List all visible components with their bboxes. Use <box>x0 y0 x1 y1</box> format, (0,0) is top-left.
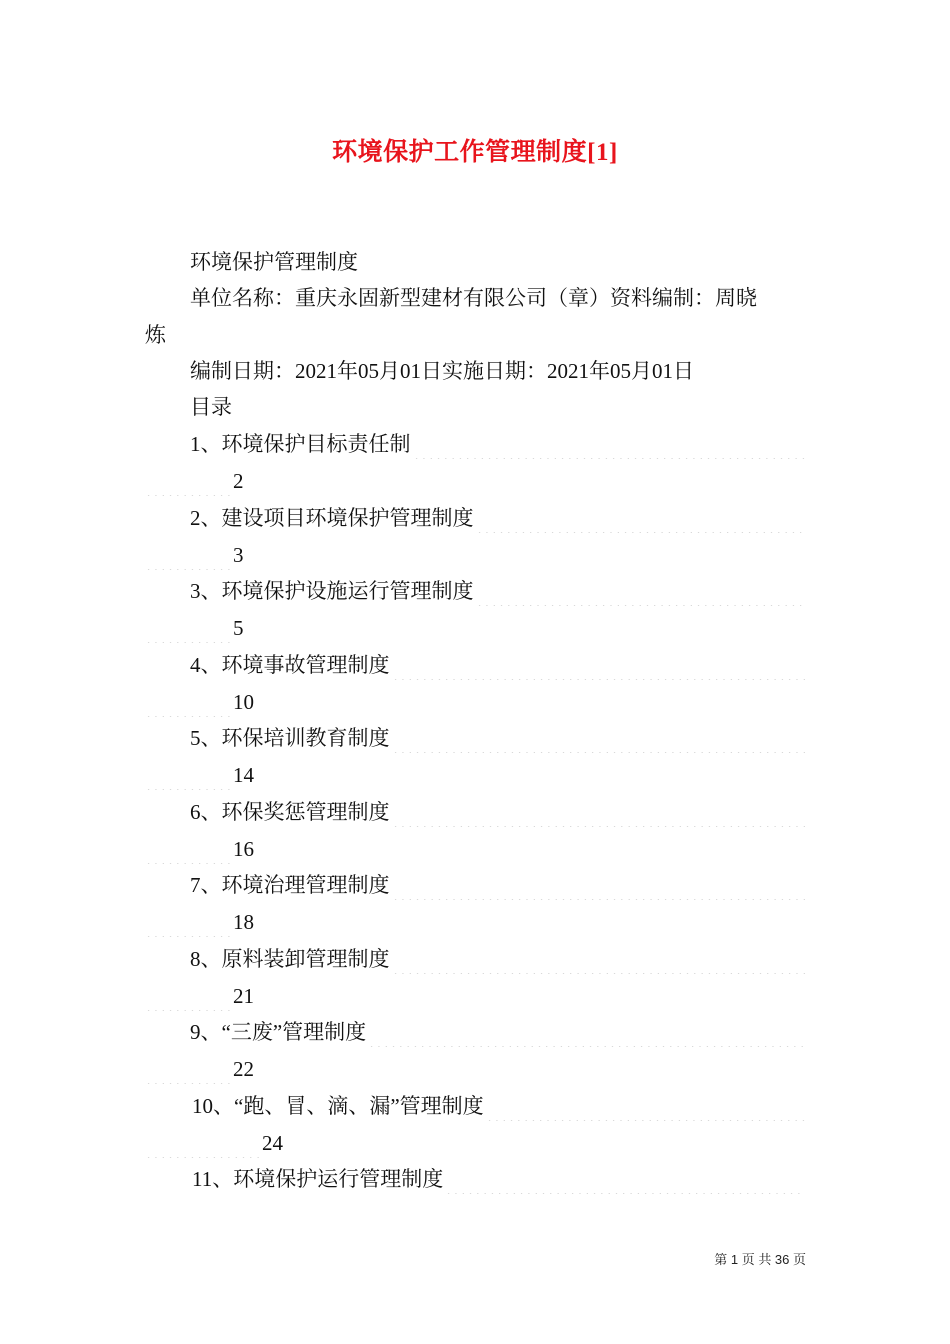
dot-leader <box>145 540 233 570</box>
toc-entry-page-line <box>145 760 805 790</box>
dot-leader <box>145 1128 262 1158</box>
dot-leader <box>145 907 233 937</box>
dot-leader <box>145 834 233 864</box>
toc-entry[interactable] <box>145 503 805 533</box>
toc-entry-page-line <box>145 981 805 1011</box>
toc-entry-page: 2 <box>233 469 244 493</box>
document-title: 环境保护工作管理制度[1] <box>332 139 618 166</box>
toc-entry-title: 10、“跑、冒、滴、漏”管理制度 <box>192 1093 484 1118</box>
date-line: 编制日期：2021年05月01日实施日期：2021年05月01日 <box>190 359 694 383</box>
toc-entry-page: 24 <box>262 1130 283 1155</box>
dot-leader <box>392 797 806 827</box>
toc-entry[interactable] <box>145 650 805 680</box>
dot-leader <box>145 466 233 496</box>
dot-leader <box>476 576 806 606</box>
toc-entry-page: 5 <box>233 616 244 640</box>
toc-entry-page: 3 <box>233 542 244 567</box>
toc-entry[interactable] <box>145 723 805 753</box>
page-footer: 第 1 页 共 36 页 <box>714 1252 806 1267</box>
dot-leader <box>145 613 233 643</box>
toc-entry[interactable] <box>145 576 805 606</box>
toc-entry-title: 7、环境治理管理制度 <box>190 873 390 897</box>
toc-entry-title: 5、环保培训教育制度 <box>190 726 390 750</box>
toc-entry-page: 22 <box>233 1057 254 1081</box>
dot-leader <box>392 870 806 900</box>
toc-entry-page-line <box>145 466 805 496</box>
toc-entry-page-line <box>145 907 805 937</box>
toc-entry-page-line <box>145 1128 805 1158</box>
toc-entry[interactable] <box>145 1017 805 1047</box>
dot-leader <box>145 687 233 717</box>
dot-leader <box>145 1054 233 1084</box>
dot-leader <box>445 1164 805 1194</box>
dot-leader <box>145 981 233 1011</box>
toc-entry[interactable] <box>145 797 805 827</box>
dot-leader <box>413 429 806 459</box>
toc-entry-page: 16 <box>233 836 254 861</box>
dot-leader <box>368 1017 805 1047</box>
toc-entry-page: 10 <box>233 689 254 714</box>
toc-entry-title: 3、环境保护设施运行管理制度 <box>190 579 474 603</box>
toc-entry[interactable] <box>145 1091 805 1121</box>
toc-entry-title: 2、建设项目环境保护管理制度 <box>190 505 474 530</box>
toc-label: 目录 <box>190 395 232 419</box>
toc-entry[interactable] <box>145 1164 805 1194</box>
dot-leader <box>392 944 806 974</box>
toc-entry-page-line <box>145 613 805 643</box>
toc-entry-page-line <box>145 1054 805 1084</box>
toc-entry-page: 18 <box>233 910 254 934</box>
toc-entry-title: 6、环保奖惩管理制度 <box>190 799 390 824</box>
heading: 环境保护管理制度 <box>190 250 358 274</box>
toc-entry-title: 9、“三废”管理制度 <box>190 1020 367 1044</box>
dot-leader <box>476 503 806 533</box>
toc-entry-title: 4、环境事故管理制度 <box>190 652 390 677</box>
toc-entry-page: 14 <box>233 763 254 787</box>
dot-leader <box>392 650 806 680</box>
dot-leader <box>486 1091 805 1121</box>
toc-entry-title: 8、原料装卸管理制度 <box>190 946 390 971</box>
toc-entry-title: 1、环境保护目标责任制 <box>190 432 411 456</box>
toc-entry-page-line <box>145 540 805 570</box>
toc-entry-page: 21 <box>233 983 254 1008</box>
unit-line: 单位名称：重庆永固新型建材有限公司（章）资料编制：周晓 <box>190 286 757 310</box>
toc-entry[interactable] <box>145 870 805 900</box>
toc-entry[interactable] <box>145 944 805 974</box>
dot-leader <box>145 760 233 790</box>
toc-entry[interactable] <box>145 429 805 459</box>
toc-entry-title: 11、环境保护运行管理制度 <box>192 1167 444 1191</box>
toc-entry-page-line <box>145 687 805 717</box>
unit-line-continued: 炼 <box>145 323 166 347</box>
dot-leader <box>392 723 806 753</box>
toc-entry-page-line <box>145 834 805 864</box>
